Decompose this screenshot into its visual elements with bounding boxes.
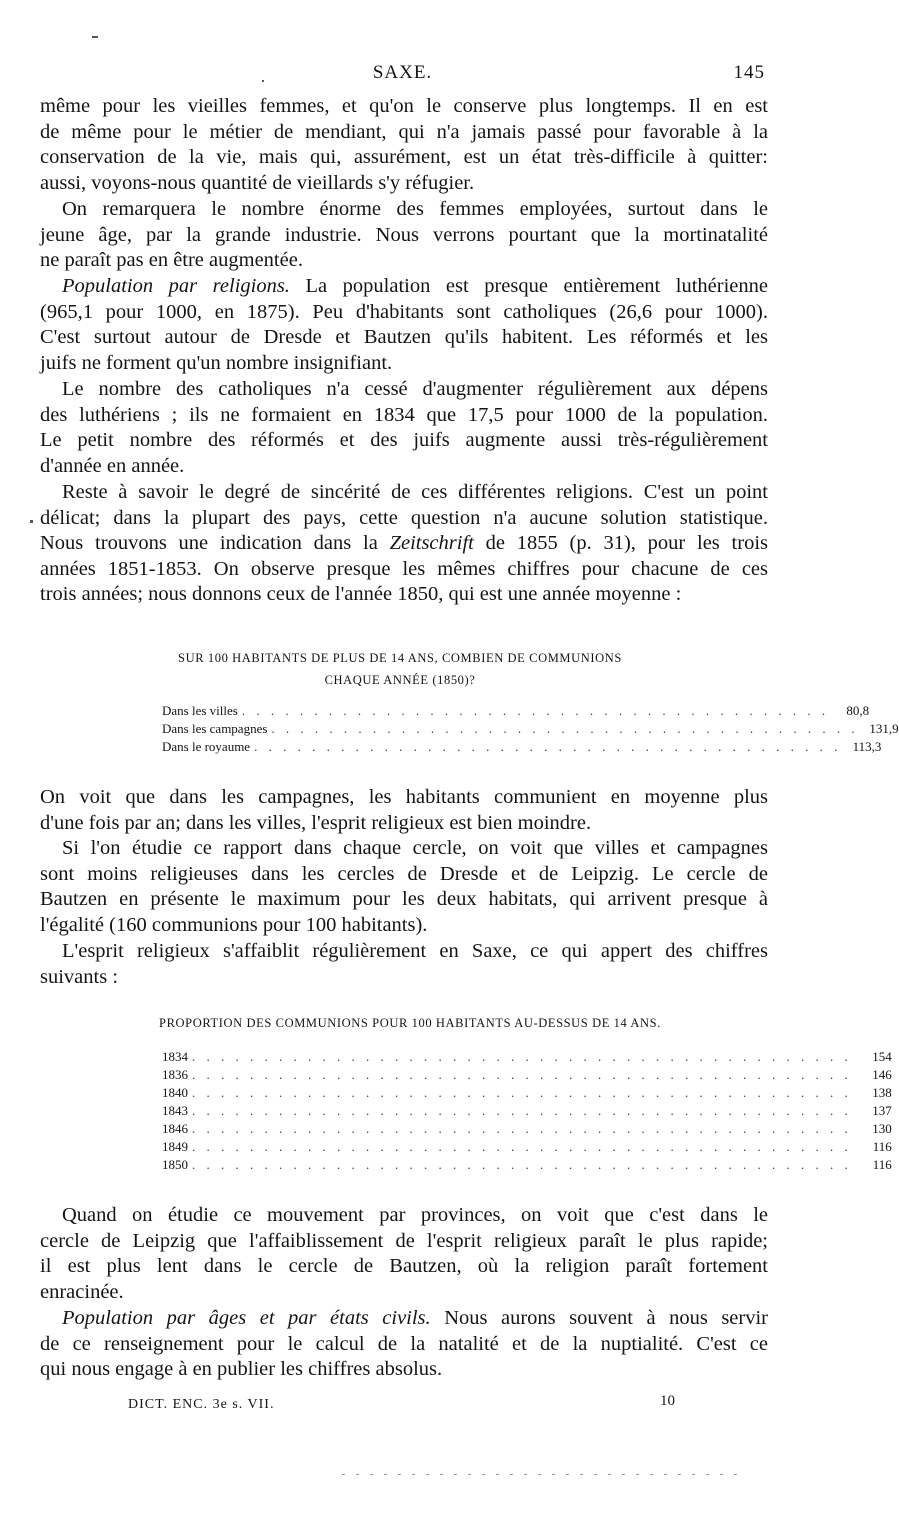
row-value: 138 xyxy=(872,1085,892,1100)
paragraph-5 xyxy=(40,480,768,608)
row-label: 1849 xyxy=(162,1139,188,1154)
paragraph-6 xyxy=(40,785,768,836)
paragraph-2 xyxy=(40,197,768,274)
row-label: 1834 xyxy=(162,1049,188,1064)
table-row xyxy=(162,721,899,737)
table-caption: PROPORTION DES COMMUNIONS POUR 100 HABITANTS AU-DESSUS DE 14 ANS. xyxy=(159,1016,661,1030)
text-run: de 1855 (p. 31), pour les trois xyxy=(473,532,768,555)
text-run: Nous trouvons une indication dans la xyxy=(40,532,390,555)
table-row xyxy=(162,1139,892,1155)
row-value: 137 xyxy=(872,1103,892,1118)
row-label: Dans le royaume xyxy=(162,739,251,754)
text-line: On remarquera le nombre énorme des femmes employées, surtout dans le xyxy=(62,198,768,220)
sheet-number: 10 xyxy=(660,1393,675,1409)
text-line: ne paraît pas en être augmentée. xyxy=(40,249,303,272)
text-line xyxy=(40,531,768,557)
text-line: de ce renseignement pour le calcul de la natalité et de la nuptialité. C'est ce xyxy=(40,1332,768,1355)
leader-dots: . . . . . . . . . . . . . . . . . . . . . . . . . . . . . . . . . . . . . . . . . . . . . . xyxy=(192,1139,852,1154)
scan-speck xyxy=(92,36,98,38)
row-label: 1843 xyxy=(162,1103,188,1118)
row-value: 80,8 xyxy=(846,703,870,718)
caption-line: CHAQUE ANNÉE (1850)? xyxy=(324,673,476,687)
scan-speck xyxy=(342,1474,742,1475)
paragraph-1 xyxy=(40,94,768,196)
table-row xyxy=(162,739,882,755)
text-line: enracinée. xyxy=(40,1280,124,1303)
text-line xyxy=(40,1306,768,1332)
text-run: La population est presque entièrement luthérienne xyxy=(289,275,769,297)
leader-dots: . . . . . . . . . . . . . . . . . . . . . . . . . . . . . . . . . . . . . . . . . . . . . . xyxy=(192,1121,852,1136)
text-line: suivants : xyxy=(40,965,119,988)
text-line: trois années; nous donnons ceux de l'année 1850, qui est une année moyenne : xyxy=(40,583,682,606)
leader-dots: . . . . . . . . . . . . . . . . . . . . . . . . . . . . . . . . . . . . . . . . . . . . . . xyxy=(192,1103,852,1118)
text-run: Nous aurons souvent à nous servir xyxy=(430,1307,768,1329)
text-line: il est plus lent dans le cercle de Bautzen, où la religion paraît fortement xyxy=(40,1255,768,1278)
row-value: 116 xyxy=(872,1139,892,1154)
paragraph-7 xyxy=(40,836,768,938)
text-line: Quand on étudie ce mouvement par provinces, on voit que c'est dans le xyxy=(62,1204,768,1226)
table-row xyxy=(162,1121,892,1137)
text-line xyxy=(40,274,768,300)
row-label: 1846 xyxy=(162,1121,188,1136)
text-line: cercle de Leipzig que l'affaiblissement de l'esprit religieux paraît le plus rapide; xyxy=(40,1229,768,1252)
text-line: (965,1 pour 1000, en 1875). Peu d'habitants sont catholiques (26,6 pour 1000). xyxy=(40,300,768,323)
paragraph-9 xyxy=(40,1203,768,1305)
leader-dots: . . . . . . . . . . . . . . . . . . . . . . . . . . . . . . . . . . . . . . . . . . . . . . xyxy=(192,1085,852,1100)
scan-speck xyxy=(262,80,264,82)
table-row xyxy=(162,1049,892,1065)
row-label: 1850 xyxy=(162,1157,188,1172)
text-line: aussi, voyons-nous quantité de vieillards s'y réfugier. xyxy=(40,171,475,194)
text-line: Le nombre des catholiques n'a cessé d'augmenter régulièrement aux dépens xyxy=(62,378,768,400)
text-line: d'une fois par an; dans les villes, l'esprit religieux est bien moindre. xyxy=(40,811,592,834)
section-heading: Population par religions. xyxy=(62,275,290,297)
journal-title: Zeitschrift xyxy=(389,532,474,555)
row-value: 130 xyxy=(872,1121,892,1136)
text-line: même pour les vieilles femmes, et qu'on le conserve plus longtemps. Il en est xyxy=(40,95,768,117)
table-row xyxy=(162,1067,892,1083)
paragraph-4 xyxy=(40,377,768,479)
text-line: juifs ne forment qu'un nombre insignifiant. xyxy=(40,351,393,374)
row-label: Dans les villes xyxy=(162,703,238,718)
text-line: années 1851-1853. On observe presque les mêmes chiffres pour chacune de ces xyxy=(40,557,768,580)
table-row xyxy=(162,1103,892,1119)
text-line: On voit que dans les campagnes, les habitants communient en moyenne plus xyxy=(40,786,768,808)
text-line: délicat; dans la plupart des pays, cette question n'a aucune solution statistique. xyxy=(40,506,768,529)
text-line: Le petit nombre des réformés et des juifs augmente aussi très-régulièrement xyxy=(40,429,768,452)
text-line: L'esprit religieux s'affaiblit régulièrement en Saxe, ce qui appert des chiffres xyxy=(62,940,768,962)
leader-dots: . . . . . . . . . . . . . . . . . . . . . . . . . . . . . . . . . . . . . . . . . . . . . . xyxy=(192,1049,852,1064)
paragraph-religions xyxy=(40,274,768,376)
table-caption xyxy=(120,647,680,691)
running-title: SAXE. xyxy=(372,62,433,83)
row-value: 116 xyxy=(872,1157,892,1172)
leader-dots: . . . . . . . . . . . . . . . . . . . . . . . . . . . . . . . . . . . . . . . . . xyxy=(254,739,842,754)
text-line: Si l'on étudie ce rapport dans chaque cercle, on voit que villes et campagnes xyxy=(62,837,768,859)
text-line: Bautzen en présente le maximum pour les deux habitats, qui arrivent presque à xyxy=(40,888,768,911)
row-value: 131,9 xyxy=(869,721,899,736)
row-value: 146 xyxy=(872,1067,892,1082)
leader-dots: . . . . . . . . . . . . . . . . . . . . . . . . . . . . . . . . . . . . . . . . . . . . . . xyxy=(192,1157,852,1172)
text-line: de même pour le métier de mendiant, qui n'a jamais passé pour favorable à la xyxy=(40,120,768,143)
paragraph-ages xyxy=(40,1306,768,1383)
text-line: sont moins religieuses dans les cercles de Dresde et de Leipzig. Le cercle de xyxy=(40,862,768,885)
row-label: 1836 xyxy=(162,1067,188,1082)
text-line: d'année en année. xyxy=(40,454,185,477)
table-row xyxy=(162,1085,892,1101)
row-label: Dans les campagnes xyxy=(162,721,268,736)
row-value: 154 xyxy=(872,1049,892,1064)
row-label: 1840 xyxy=(162,1085,188,1100)
running-header xyxy=(40,62,765,86)
text-line: C'est surtout autour de Dresde et Bautzen qu'ils habitent. Les réformés et les xyxy=(40,326,768,349)
leader-dots: . . . . . . . . . . . . . . . . . . . . . . . . . . . . . . . . . . . . . . . . . . . . . . xyxy=(192,1067,852,1082)
table-row xyxy=(162,703,870,719)
paragraph-8 xyxy=(40,939,768,990)
text-line: l'égalité (160 communions pour 100 habitants). xyxy=(40,913,428,936)
section-heading: Population par âges et par états civils. xyxy=(62,1307,431,1329)
table-row xyxy=(162,1157,892,1173)
signature-mark: DICT. ENC. 3e s. VII. xyxy=(128,1397,275,1412)
text-line: jeune âge, par la grande industrie. Nous verrons pourtant que la mortinatalité xyxy=(40,223,768,246)
row-value: 113,3 xyxy=(852,739,882,754)
text-line: conservation de la vie, mais qui, assurément, est un état très-difficile à quitter: xyxy=(40,146,768,169)
caption-line: SUR 100 HABITANTS DE PLUS DE 14 ANS, COMBIEN DE COMMUNIONS xyxy=(178,651,622,665)
page-number: 145 xyxy=(733,62,765,83)
leader-dots: . . . . . . . . . . . . . . . . . . . . . . . . . . . . . . . . . . . . . . . . . xyxy=(271,721,859,736)
leader-dots: . . . . . . . . . . . . . . . . . . . . . . . . . . . . . . . . . . . . . . . . . xyxy=(241,703,830,718)
text-line: Reste à savoir le degré de sincérité de ces différentes religions. C'est un point xyxy=(62,481,768,503)
scan-speck xyxy=(30,520,33,523)
text-line: qui nous engage à en publier les chiffres absolus. xyxy=(40,1358,443,1381)
text-line: des luthériens ; ils ne formaient en 1834 que 17,5 pour 1000 de la population. xyxy=(40,403,768,426)
